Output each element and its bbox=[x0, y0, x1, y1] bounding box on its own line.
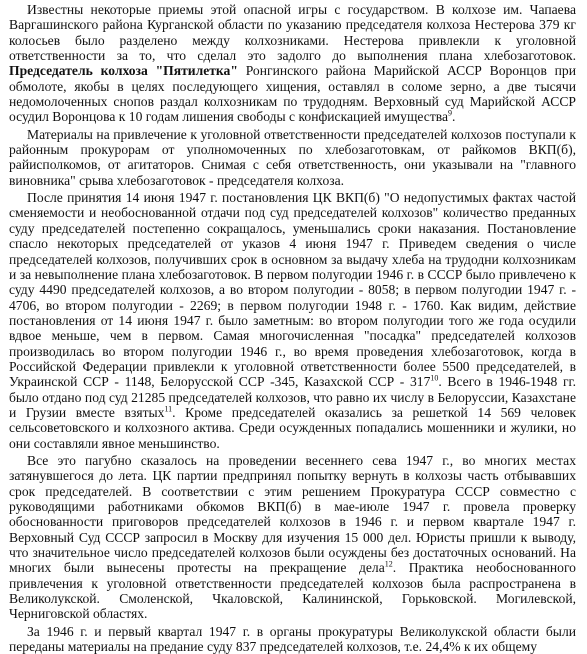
paragraph-text: . bbox=[452, 109, 456, 125]
bold-phrase: Председатель колхоза "Пятилетка" bbox=[9, 63, 238, 79]
footnote-ref-9: 9 bbox=[448, 108, 453, 118]
paragraph-1 bbox=[9, 2, 576, 125]
footnote-ref-11: 11 bbox=[164, 404, 173, 414]
paragraph-text: . Всего в 1946-1948 гг. было отдано под суд 21285 председателей колхозов, что равно их числу в Белоруссии, Казахстане и Грузии вместе взятых bbox=[9, 374, 576, 420]
paragraph-4 bbox=[9, 453, 576, 622]
paragraph-text: Ронгинского района Марийской АССР Воронцов при обмолоте, якобы в целях последующего хищения, оставлял в соломе зерно, а две тысячи недомолоченных снопов раздал колхозникам по трудодням. Верховный суд Марийской АССР осудил Воронцова к 10 годам лишения свободы с конфискацией имущества bbox=[9, 63, 577, 125]
footnote-ref-10: 10 bbox=[430, 373, 439, 383]
paragraph-text: За 1946 г. и первый квартал 1947 г. в органы прокуратуры Великолукской области были переданы материалы на предание суду 837 председателей колхозов, т.е. 24,4% к их общему bbox=[9, 623, 576, 654]
paragraph-2 bbox=[9, 127, 576, 188]
paragraph-text: . Практика необоснованного привлечения к уголовной ответственности председателей колхозов была распространена в Великолукской. Смоленской, Чкаловской, Калининской, Горьковской. Могилевской, Черниговской областях. bbox=[9, 560, 576, 622]
paragraph-text: . Кроме председателей оказались за решеткой 14 569 человек сельсоветовского и колхозного актива. Среди осужденных попадались мошенники и жулики, но они составляли явное меньшинство. bbox=[9, 404, 576, 451]
footnote-ref-12: 12 bbox=[384, 559, 393, 569]
paragraph-text: Известны некоторые приемы этой опасной игры с государством. В колхозе им. Чапаева Варгашинского района Курганской области по указанию председателя колхоза Нестерова 379 кг колосьев было разделено между колхозниками. Нестерова привлекли к уголовной ответственности за то, что сделал это задолго до выполнения плана хлебозаготовок. bbox=[9, 2, 576, 64]
paragraph-5 bbox=[9, 624, 576, 654]
paragraph-text: После принятия 14 июня 1947 г. постановления ЦК ВКП(б) "О недопустимых фактах частой сменяемости и необоснованной отдачи под суд председателей колхозов" количество преданных суду председателей постепенно сокращалось, уменьшались сроки наказания. Постановление спасло некоторых председателей от указов 4 июня 1947 г. Приведем сведения о числе председателей колхозов, получивших срок в основном за выдачу хлеба на трудодни колхозникам и за невыполнение плана хлебозаготовок. В первом полугодии 1946 г. в СССР было привлечено к суду 4490 председателей колхозов, а во втором полугодии - 8058; в первом полугодии 1947 г. - 4706, во втором полугодии - 2269; в первом полугодии 1948 г. - 1760. Как видим, действие постановления от 14 июня 1947 г. было заметным: во втором полугодии того же года осудили вдвое меньше, чем в первом. Самая многочисленная "посадка" председателей колхозов производилась во втором полугодии 1946 г., во время проведения хлебозаготовок, когда в Российской Федерации привлекли к уголовной ответственности более 5500 председателей, в Украинской ССР - 1148, Белорусской ССР -345, Казахской ССР - 317 bbox=[9, 190, 576, 390]
paragraph-3 bbox=[9, 190, 576, 451]
paragraph-text: Материалы на привлечение к уголовной ответственности председателей колхозов поступали к районным прокурорам от уполномоченных по хлебозаготовкам, от райкомов ВКП(б), райисполкомов, от агитаторов. Снимая с себя ответственность, они указывали на "главного виновника" срыва хлебозаготовок - председателя колхоза. bbox=[9, 126, 576, 188]
paragraph-text: Все это пагубно сказалось на проведении весеннего сева 1947 г., во многих местах затянувшегося до лета. ЦК партии предпринял попытку вернуть в колхозы часть отбывавших срок председателей. В соответствии с этим решением Прокуратура СССР совместно с руководящими работниками обкомов ВКП(б) в мае-июле 1947 г. провела проверку обоснованности приговоров председателей колхозов в 1946 г. и первом квартале 1947 г. Верховный Суд СССР запросил в Москву для изучения 15 000 дел. Юристы пришли к выводу, что значительное число председателей колхозов были осуждены без достаточных оснований. На многих были вынесены протесты на прекращение дела bbox=[9, 452, 576, 576]
